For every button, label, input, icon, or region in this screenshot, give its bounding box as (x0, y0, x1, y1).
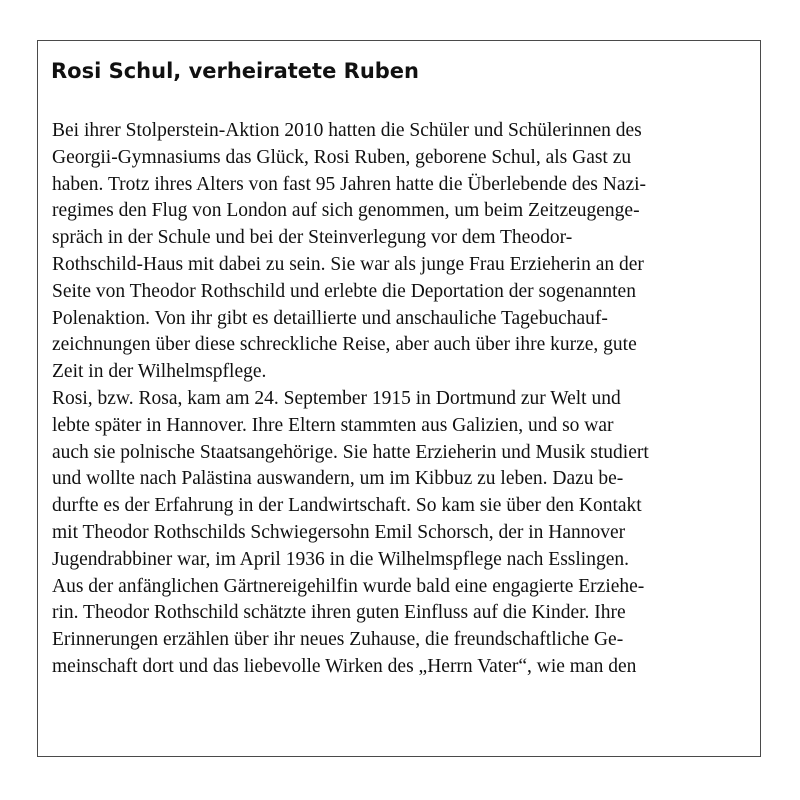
text-line: Polenaktion. Von ihr gibt es detaillierte und anschauliche Tagebuchauf- (52, 307, 608, 329)
text-line: rin. Theodor Rothschild schätzte ihren guten Einfluss auf die Kinder. Ihre (52, 602, 626, 624)
text-line: regimes den Flug von London auf sich genommen, um beim Zeitzeugenge- (52, 200, 640, 222)
text-line: haben. Trotz ihres Alters von fast 95 Jahren hatte die Überlebende des Nazi- (52, 173, 647, 195)
text-line: lebte später in Hannover. Ihre Eltern stammten aus Galizien, und so war (52, 414, 614, 436)
document-title: Rosi Schul, verheiratete Ruben (51, 59, 419, 83)
text-line: und wollte nach Palästina auswandern, um im Kibbuz zu leben. Dazu be- (52, 468, 624, 490)
text-line: auch sie polnische Staatsangehörige. Sie hatte Erzieherin und Musik studiert (52, 441, 649, 463)
text-line: zeichnungen über diese schreckliche Reise, aber auch über ihre kurze, gute (52, 334, 637, 356)
text-line: Seite von Theodor Rothschild und erlebte die Deportation der sogenannten (52, 280, 636, 302)
text-line: Rothschild-Haus mit dabei zu sein. Sie war als junge Frau Erzieherin an der (52, 253, 644, 275)
body-text (52, 118, 752, 681)
text-line: Zeit in der Wilhelmspflege. (52, 361, 267, 383)
text-line: Rosi, bzw. Rosa, kam am 24. September 1915 in Dortmund zur Welt und (52, 387, 621, 409)
text-line: Bei ihrer Stolperstein-Aktion 2010 hatten die Schüler und Schülerinnen des (52, 120, 642, 141)
text-line: spräch in der Schule und bei der Steinverlegung vor dem Theodor- (52, 227, 573, 249)
text-line: Jugendrabbiner war, im April 1936 in die Wilhelmspflege nach Esslingen. (52, 548, 629, 570)
text-line: Aus der anfänglichen Gärtnereigehilfin wurde bald eine engagierte Erziehe- (52, 575, 645, 597)
text-line: durfte es der Erfahrung in der Landwirtschaft. So kam sie über den Kontakt (52, 495, 642, 517)
text-line: Erinnerungen erzählen über ihr neues Zuhause, die freundschaftliche Ge- (52, 629, 624, 651)
text-line: Georgii-Gymnasiums das Glück, Rosi Ruben, geborene Schul, als Gast zu (52, 146, 632, 168)
text-line: meinschaft dort und das liebevolle Wirken des „Herrn Vater“, wie man den (52, 655, 637, 677)
text-line: mit Theodor Rothschilds Schwiegersohn Emil Schorsch, der in Hannover (52, 521, 626, 543)
